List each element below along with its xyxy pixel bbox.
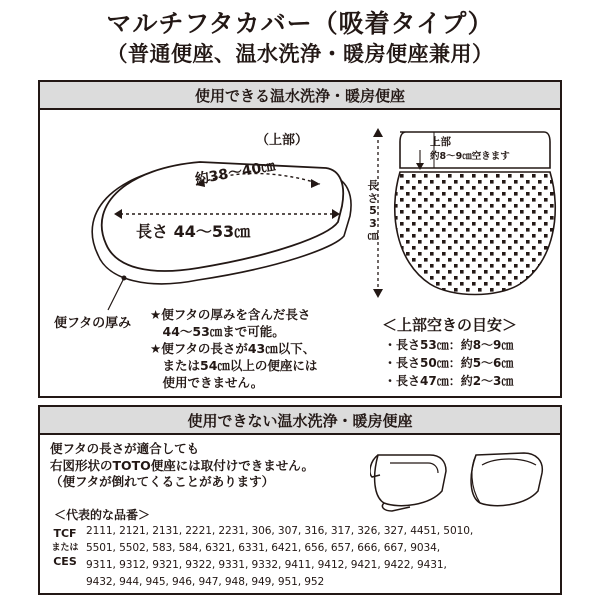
toto-seat-illustration-1 bbox=[370, 455, 446, 511]
cover-top-label: 上部 bbox=[430, 136, 451, 148]
page-title: マルチフタカバー（吸着タイプ） bbox=[106, 9, 494, 38]
gap-guide-row: ・長さ50㎝：約5～6㎝ bbox=[384, 356, 514, 370]
unusable-section-heading: 使用できない温水洗浄・暖房便座 bbox=[40, 407, 560, 435]
gap-guide-row: ・長さ47㎝：約2～3㎝ bbox=[384, 374, 514, 388]
thickness-leader-dot bbox=[122, 276, 127, 281]
models-heading: ＜代表的な品番＞ bbox=[54, 508, 151, 522]
cover-length-arrow-top bbox=[373, 128, 383, 137]
usable-notes bbox=[150, 306, 317, 391]
unusable-description bbox=[50, 441, 314, 491]
model-number-line: 5501, 5502, 583, 584, 6321, 6331, 6421, 656, 657, 666, 667, 9034, bbox=[86, 542, 441, 554]
note-line: ★便フタの長さが43㎝以下、 bbox=[150, 341, 316, 356]
cover-dotted-body bbox=[395, 172, 555, 295]
note-line: 44～53㎝まで可能。 bbox=[150, 324, 285, 339]
description-line: （便フタが倒れてくることがあります） bbox=[50, 474, 275, 489]
toto-seat-illustrations bbox=[370, 447, 556, 513]
note-line: ★便フタの厚みを含んだ長さ bbox=[150, 307, 311, 322]
lid-length-label: 長さ 44～53㎝ bbox=[136, 222, 251, 241]
usable-seats-section bbox=[38, 80, 562, 398]
cover-length-label: 長 さ 5 3 ㎝ bbox=[367, 179, 379, 242]
note-line: 使用できません。 bbox=[150, 375, 264, 390]
toto-seat-illustration-2 bbox=[471, 453, 542, 506]
usable-section-heading: 使用できる温水洗浄・暖房便座 bbox=[40, 82, 560, 110]
thickness-leader-line bbox=[108, 278, 124, 310]
model-number-list bbox=[86, 523, 473, 591]
note-line: または54㎝以上の便座には bbox=[150, 358, 318, 373]
model-number-line: 9311, 9312, 9321, 9322, 9331, 9332, 9411, 9412, 9421, 9422, 9431, bbox=[86, 559, 447, 571]
description-line: 便フタの長さが適合しても bbox=[50, 441, 200, 456]
lid-width-label: 約38～40㎝ bbox=[193, 158, 277, 188]
lid-diagram bbox=[58, 118, 358, 318]
cover-length-arrow-bottom bbox=[373, 289, 383, 298]
cover-diagram bbox=[350, 112, 564, 308]
unusable-seats-section bbox=[38, 405, 562, 595]
cover-gap-label: 約8～9㎝空きます bbox=[430, 151, 510, 162]
gap-guide-row: ・長さ53㎝：約8～9㎝ bbox=[384, 338, 514, 352]
model-number-line: 9432, 944, 945, 946, 947, 948, 949, 951, 952 bbox=[86, 576, 325, 588]
description-line: 右図形状のTOTO便座には取付けできません。 bbox=[50, 457, 315, 473]
models-prefix-label: TCF または CES bbox=[51, 527, 79, 568]
gap-guide-title: ＜上部空きの目安＞ bbox=[382, 316, 518, 334]
page-subtitle: （普通便座、温水洗浄・暖房便座兼用） bbox=[106, 42, 494, 66]
lid-top-label: （上部） bbox=[256, 133, 309, 148]
lid-thickness-label: 便フタの厚み bbox=[54, 316, 132, 331]
model-number-line: 2111, 2121, 2131, 2221, 2231, 306, 307, 316, 317, 326, 327, 4451, 5010, bbox=[86, 525, 474, 537]
